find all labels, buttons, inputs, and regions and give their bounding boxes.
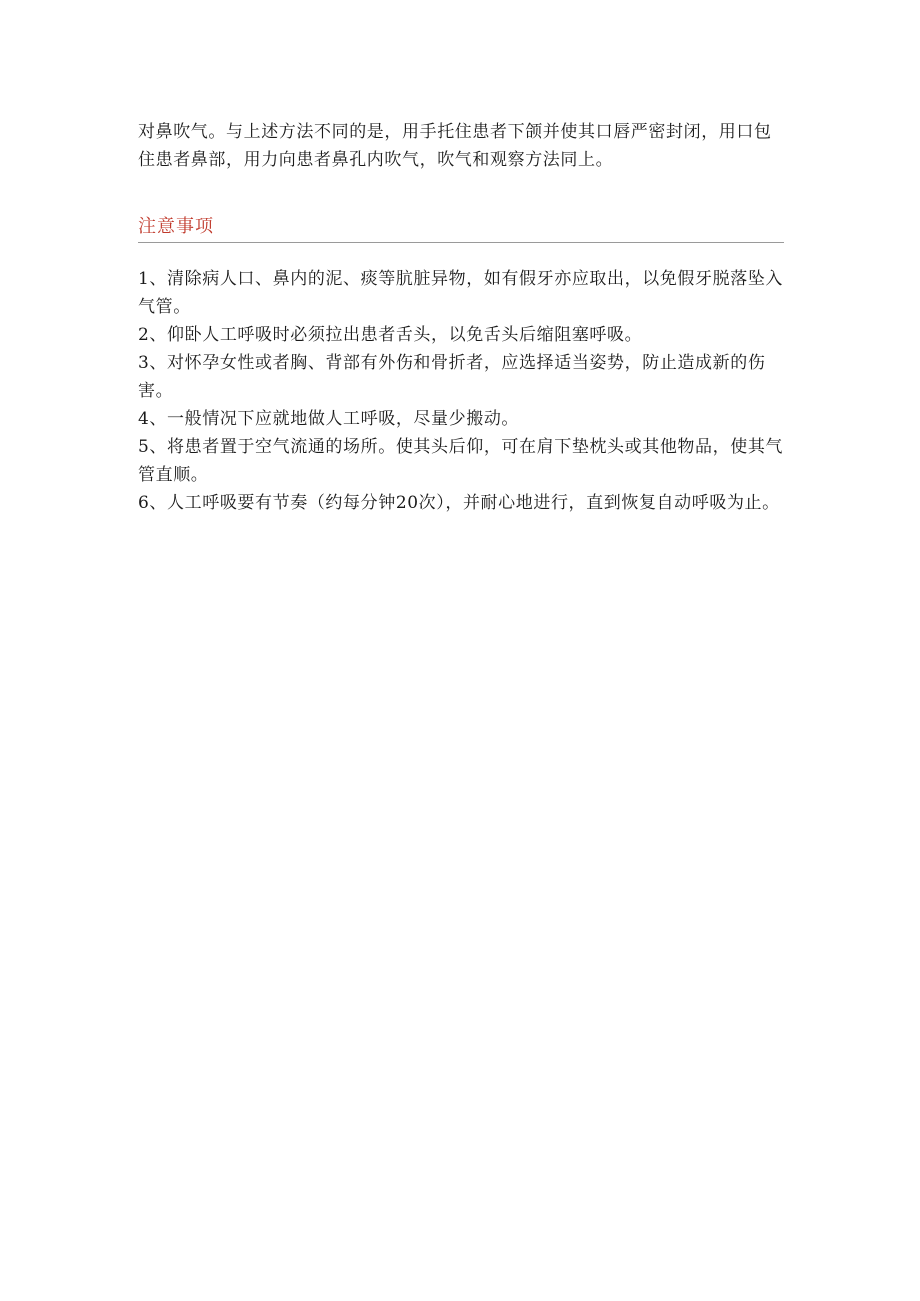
section-heading bbox=[138, 214, 784, 243]
notes-list bbox=[138, 265, 784, 517]
note-item-2: 2、仰卧人工呼吸时必须拉出患者舌头，以免舌头后缩阻塞呼吸。 bbox=[138, 325, 643, 345]
document-page bbox=[138, 118, 784, 517]
section-heading-text: 注意事项 bbox=[138, 216, 214, 237]
note-item-5: 5、将患者置于空气流通的场所。使其头后仰，可在肩下垫枕头或其他物品，使其气管直顺。 bbox=[138, 437, 784, 485]
note-item-4: 4、一般情况下应就地做人工呼吸，尽量少搬动。 bbox=[138, 409, 520, 429]
note-item-1: 1、清除病人口、鼻内的泥、痰等肮脏异物，如有假牙亦应取出，以免假牙脱落坠入气管。 bbox=[138, 269, 784, 317]
intro-paragraph: 对鼻吹气。与上述方法不同的是，用手托住患者下颌并使其口唇严密封闭，用口包住患者鼻部，用力向患者鼻孔内吹气，吹气和观察方法同上。 bbox=[138, 122, 772, 170]
note-item-3: 3、对怀孕女性或者胸、背部有外伤和骨折者，应选择适当姿势，防止造成新的伤害。 bbox=[138, 353, 766, 401]
note-item-6: 6、人工呼吸要有节奏（约每分钟20次），并耐心地进行，直到恢复自动呼吸为止。 bbox=[138, 493, 780, 513]
